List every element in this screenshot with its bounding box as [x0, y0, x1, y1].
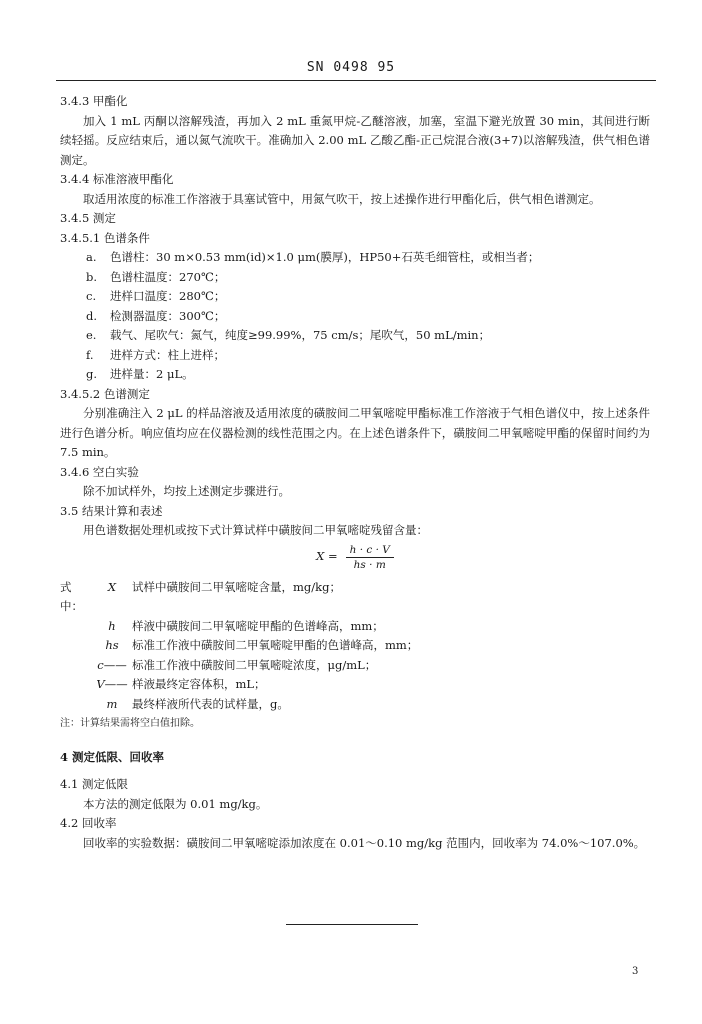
definition-symbol: hs [105, 638, 119, 652]
definition-symbol: c—— [97, 657, 127, 672]
list-marker: b. [86, 269, 98, 284]
end-rule [286, 924, 418, 925]
definition-text: 标准工作液中磺胺间二甲氧嘧啶浓度，μg/mL； [132, 657, 377, 672]
list-item [60, 346, 650, 366]
definition-symbol: V—— [96, 677, 128, 691]
page-header: SN 0498 95 [306, 60, 396, 75]
list-marker: g. [86, 367, 98, 381]
definition-text: 试样中磺胺间二甲氧嘧啶含量，mg/kg； [132, 579, 341, 594]
list-item [60, 268, 650, 288]
section-3-4-5-title: 3.4.5 测定 [60, 211, 116, 225]
definition-text: 最终样液所代表的试样量，g。 [132, 696, 289, 711]
definition-row [60, 617, 650, 637]
definition-text: 样液最终定容体积，mL； [132, 677, 266, 691]
list-text: 进样方式：柱上进样； [110, 347, 225, 362]
list-item [60, 307, 650, 327]
list-item [60, 248, 650, 268]
definition-lead: 式中： [60, 579, 83, 613]
section-4-2-body: 回收率的实验数据：磺胺间二甲氧嘧啶添加浓度在 0.01～0.10 mg/kg 范围内，回收率为 74.0%～107.0%。 [83, 835, 646, 850]
formula-numerator: h · c · V [346, 543, 394, 558]
section-3-4-6-title: 3.4.6 空白实验 [60, 464, 139, 479]
definition-row [60, 578, 650, 617]
definition-text: 样液中磺胺间二甲氧嘧啶甲酯的色谱峰高，mm； [132, 618, 384, 633]
definition-symbol: m [106, 696, 118, 711]
definition-text: 标准工作液中磺胺间二甲氧嘧啶甲酯的色谱峰高，mm； [132, 638, 419, 652]
formula [60, 543, 650, 572]
list-marker: c. [86, 289, 97, 303]
list-text: 检测器温度：300℃； [110, 308, 226, 323]
section-3-5-body: 用色谱数据处理机或按下式计算试样中磺胺间二甲氧嘧啶残留含量： [83, 523, 428, 537]
section-3-5-title: 3.5 结果计算和表述 [60, 503, 163, 518]
list-text: 进样量：2 μL。 [110, 367, 194, 381]
list-marker: a. [86, 250, 97, 264]
list-text: 色谱柱：30 m×0.53 mm(id)×1.0 μm(膜厚)，HP50+石英毛细管柱，或相当者； [110, 250, 540, 264]
list-marker: d. [86, 308, 98, 323]
definition-row [60, 695, 650, 715]
definition-row [60, 675, 650, 695]
section-4-1-title: 4.1 测定低限 [60, 777, 128, 791]
list-text: 载气、尾吹气：氮气，纯度≥99.99%，75 cm/s；尾吹气，50 mL/min； [110, 328, 491, 342]
section-4-1-body: 本方法的测定低限为 0.01 mg/kg。 [83, 796, 268, 811]
list-item [60, 326, 650, 346]
section-3-4-3-title: 3.4.3 甲酯化 [60, 94, 128, 108]
definition-row [60, 656, 650, 676]
section-4-title: 4 测定低限、回收率 [60, 749, 165, 764]
header-rule [56, 80, 656, 81]
formula-lhs: X = [316, 549, 338, 564]
page-number: 3 [632, 966, 639, 977]
section-3-4-5-2-title: 3.4.5.2 色谱测定 [60, 386, 150, 401]
formula-denominator: hs · m [353, 558, 386, 571]
definition-symbol: h [108, 618, 116, 633]
section-3-4-4-body: 取适用浓度的标准工作溶液于具塞试管中，用氮气吹干，按上述操作进行甲酯化后，供气相色谱测定。 [83, 191, 601, 206]
calculation-note: 注：计算结果需将空白值扣除。 [60, 718, 200, 729]
definition-symbol: X [107, 579, 117, 594]
section-3-4-5-1-title: 3.4.5.1 色谱条件 [60, 230, 150, 245]
definition-row [60, 636, 650, 656]
section-3-4-6-body: 除不加试样外，均按上述测定步骤进行。 [83, 484, 290, 498]
section-3-4-3-body: 加入 1 mL 丙酮以溶解残渣，再加入 2 mL 重氮甲烷-乙醚溶液，加塞，室温下避光放置 30 min，其间进行断续轻摇。反应结束后，通以氮气流吹干。准确加入 2.00 mL 乙酸乙酯-正己烷混合液(3+7)以溶解残渣，供气相色谱测定。 [60, 113, 650, 167]
list-text: 色谱柱温度：270℃； [110, 269, 226, 284]
list-item [60, 365, 650, 385]
list-marker: f. [86, 347, 94, 362]
section-4-2-title: 4.2 回收率 [60, 816, 117, 830]
document-body [60, 92, 650, 853]
list-text: 进样口温度：280℃； [110, 289, 226, 303]
section-3-4-4-title: 3.4.4 标准溶液甲酯化 [60, 172, 174, 186]
list-item [60, 287, 650, 307]
section-3-4-5-2-body: 分别准确注入 2 μL 的样品溶液及适用浓度的磺胺间二甲氧嘧啶甲酯标准工作溶液于气相色谱仪中，按上述条件进行色谱分析。响应值均应在仪器检测的线性范围之内。在上述色谱条件下，磺胺间二甲氧嘧啶甲酯的保留时间约为 7.5 min。 [60, 406, 650, 459]
formula-fraction [346, 543, 394, 572]
list-marker: e. [86, 328, 97, 342]
